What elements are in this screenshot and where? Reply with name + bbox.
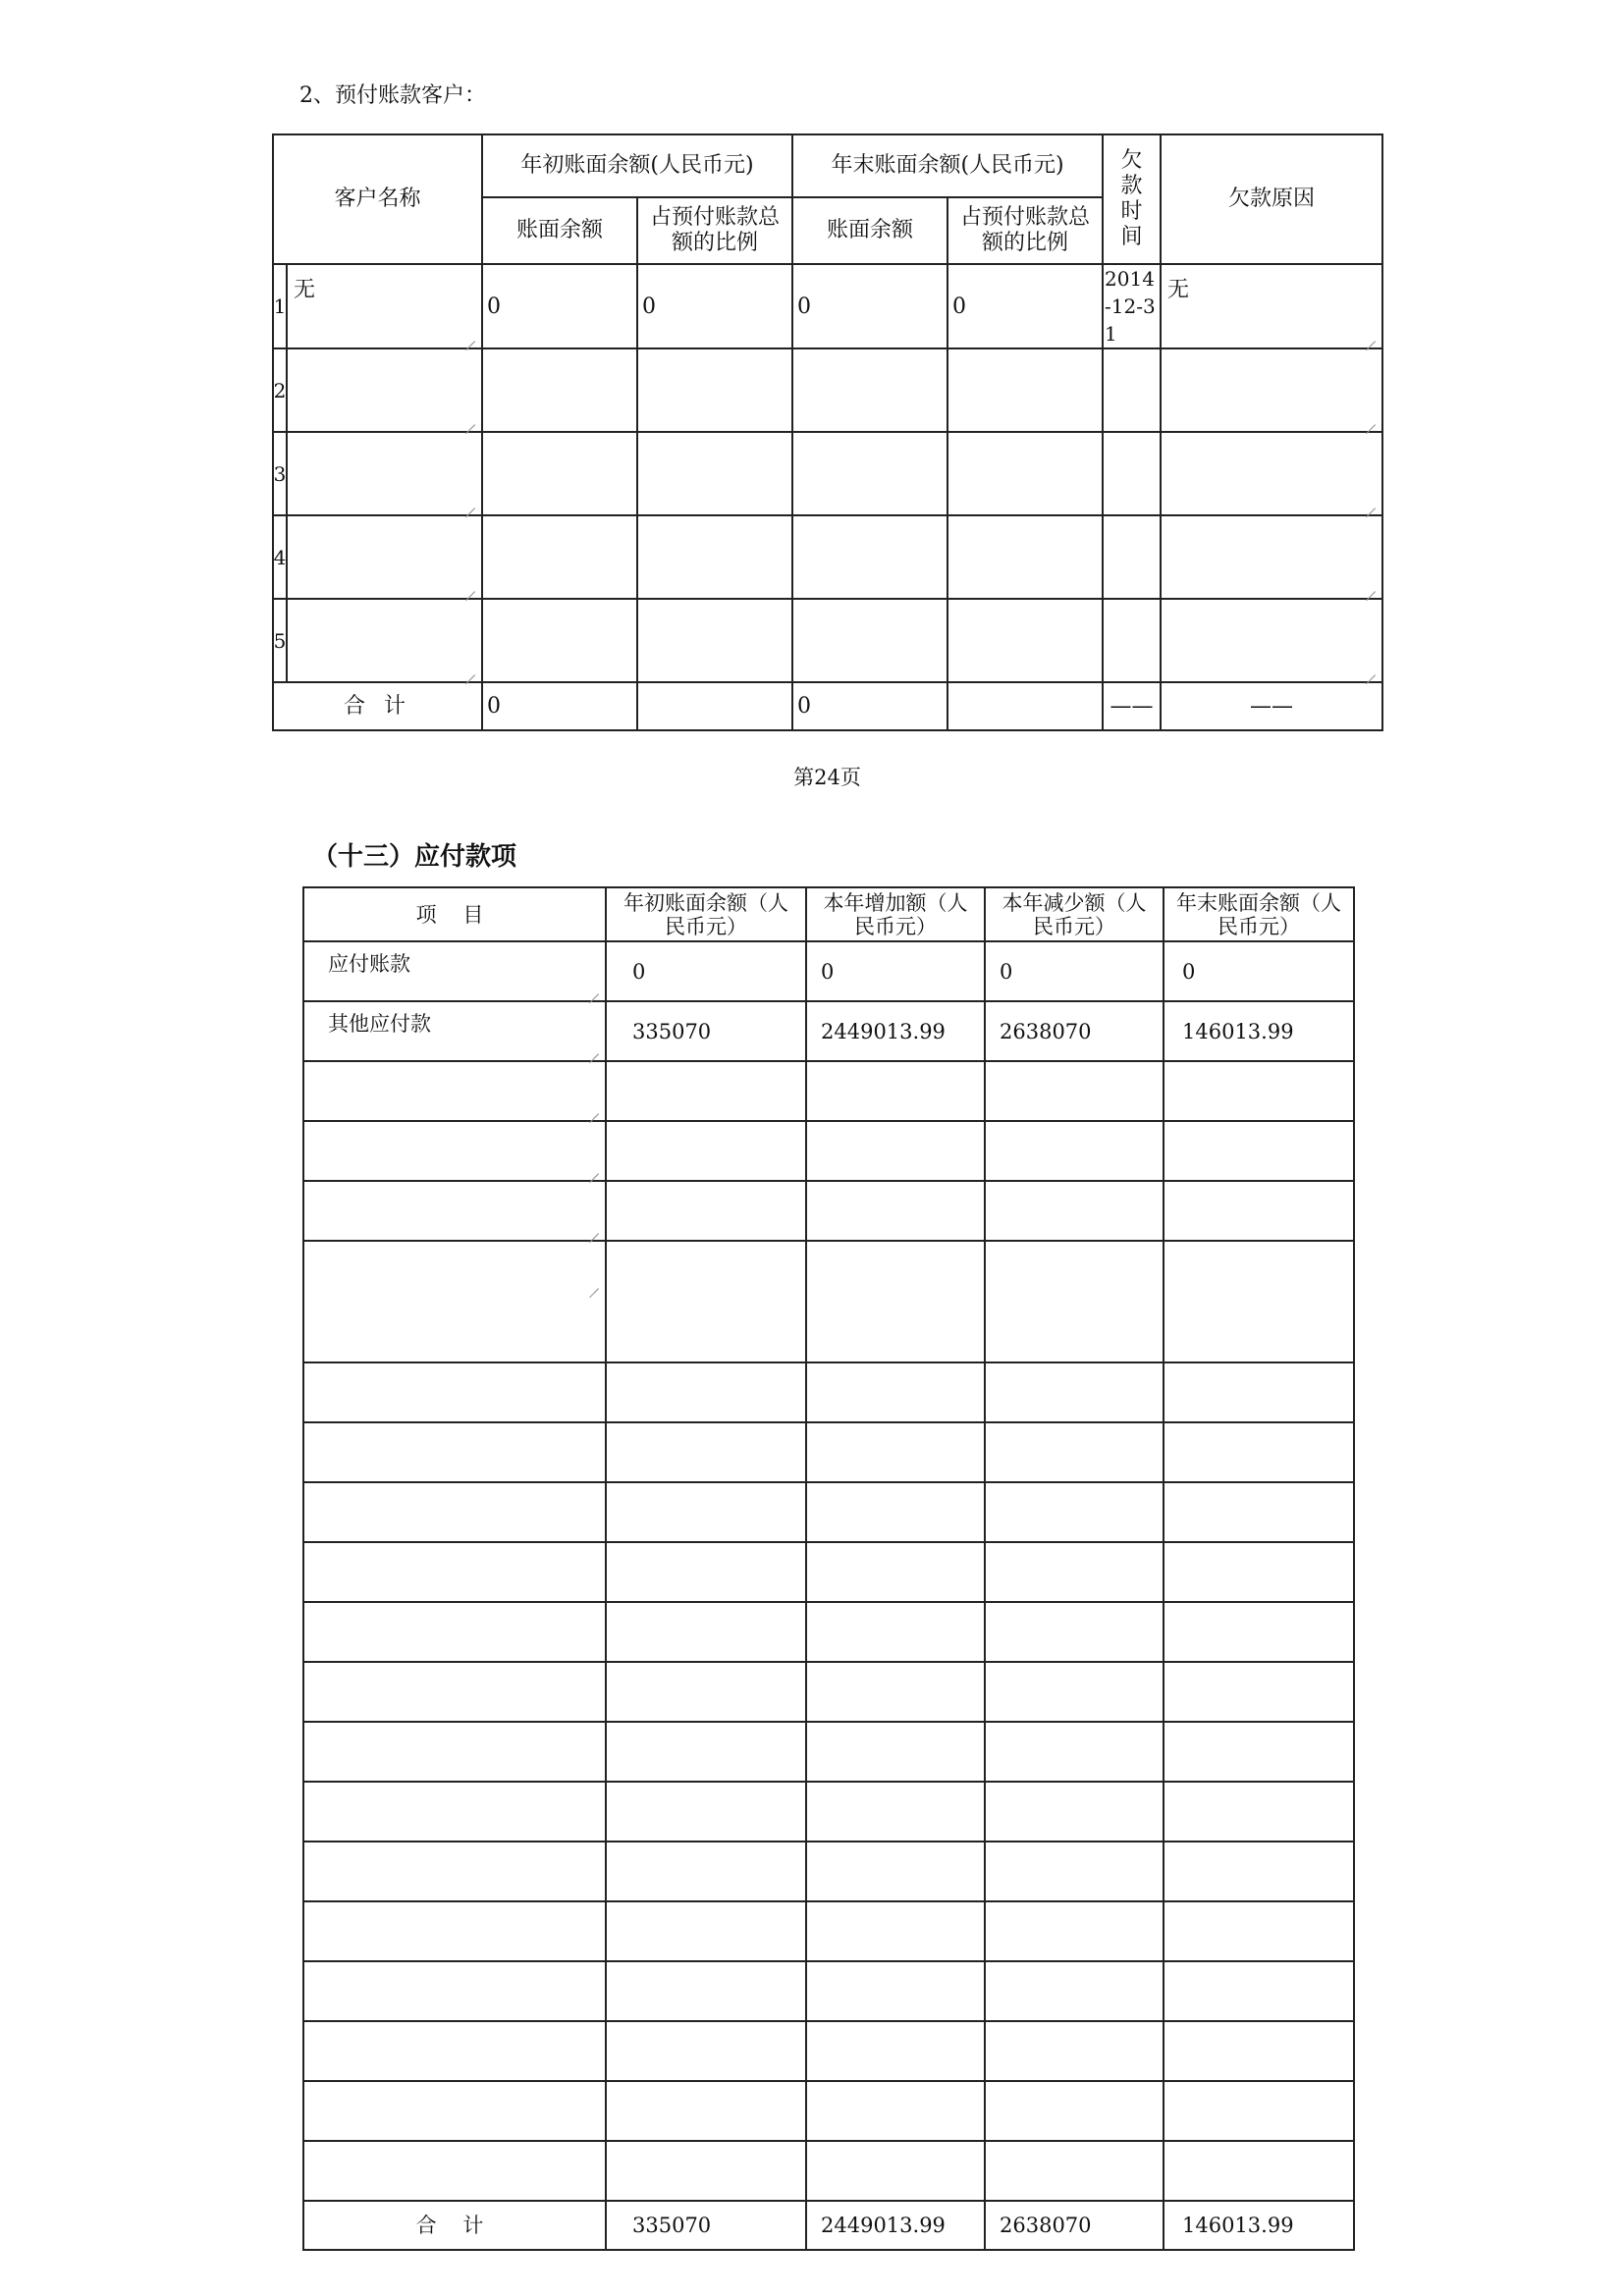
table-row xyxy=(273,515,1382,599)
decrease-cell xyxy=(985,1901,1164,1961)
debt-time-cell xyxy=(1103,348,1161,432)
header-item: 项 目 xyxy=(303,887,606,941)
decrease-cell xyxy=(985,1422,1164,1482)
total-end-balance: 0 xyxy=(792,682,947,730)
header-debt-reason: 欠款原因 xyxy=(1161,134,1382,264)
end-balance-cell xyxy=(1164,1482,1354,1542)
total-label: 合 计 xyxy=(273,682,482,730)
begin-ratio-cell xyxy=(637,515,792,599)
table-row xyxy=(303,1662,1354,1722)
end-balance-cell xyxy=(1164,1181,1354,1241)
item-cell xyxy=(303,1422,606,1482)
end-balance-cell xyxy=(1164,1061,1354,1121)
end-balance-cell xyxy=(1164,1241,1354,1362)
increase-cell xyxy=(806,1482,985,1542)
decrease-cell xyxy=(985,1542,1164,1602)
decrease-cell xyxy=(985,1842,1164,1901)
increase-cell: 0 xyxy=(806,941,985,1001)
decrease-cell xyxy=(985,1662,1164,1722)
increase-cell xyxy=(806,2081,985,2141)
end-balance-cell xyxy=(1164,1602,1354,1662)
end-balance-cell xyxy=(1164,1422,1354,1482)
decrease-cell xyxy=(985,2081,1164,2141)
table-row xyxy=(303,1722,1354,1782)
table-row xyxy=(303,1241,1354,1362)
table-row xyxy=(303,1181,1354,1241)
decrease-cell: 0 xyxy=(985,941,1164,1001)
increase-cell xyxy=(806,1542,985,1602)
item-cell xyxy=(303,1362,606,1422)
resize-handle-icon[interactable] xyxy=(1366,582,1376,592)
end-balance-cell xyxy=(1164,2141,1354,2201)
begin-balance-cell xyxy=(606,1542,806,1602)
table-row xyxy=(303,1782,1354,1842)
customer-cell xyxy=(273,599,482,682)
total-row xyxy=(273,682,1382,730)
resize-handle-icon[interactable] xyxy=(1366,415,1376,425)
begin-balance-cell xyxy=(606,1722,806,1782)
increase-cell xyxy=(806,1722,985,1782)
increase-cell xyxy=(806,1181,985,1241)
item-cell xyxy=(303,1901,606,1961)
end-balance-cell: 0 xyxy=(1164,941,1354,1001)
resize-handle-icon[interactable] xyxy=(589,1224,599,1234)
total-end-ratio xyxy=(947,682,1103,730)
customer-cell xyxy=(273,264,482,348)
begin-balance-cell xyxy=(606,1422,806,1482)
end-ratio-cell: 0 xyxy=(947,264,1103,348)
end-ratio-cell xyxy=(947,599,1103,682)
end-balance-cell xyxy=(1164,1722,1354,1782)
decrease-cell xyxy=(985,1121,1164,1181)
table-row xyxy=(303,1602,1354,1662)
table-row xyxy=(303,1422,1354,1482)
resize-handle-icon[interactable] xyxy=(465,332,475,342)
decrease-cell xyxy=(985,1722,1164,1782)
resize-handle-icon[interactable] xyxy=(465,666,475,675)
increase-cell xyxy=(806,1961,985,2021)
table-row xyxy=(303,1061,1354,1121)
end-ratio-cell xyxy=(947,348,1103,432)
total-end-balance: 146013.99 xyxy=(1164,2201,1354,2250)
decrease-cell xyxy=(985,1961,1164,2021)
begin-balance-cell xyxy=(606,1482,806,1542)
table-row xyxy=(303,1362,1354,1422)
table-row xyxy=(273,264,1382,348)
debt-time-cell xyxy=(1103,599,1161,682)
increase-cell xyxy=(806,1901,985,1961)
header-increase: 本年增加额（人民币元） xyxy=(806,887,985,941)
begin-balance-cell xyxy=(482,599,637,682)
table-row xyxy=(303,2141,1354,2201)
resize-handle-icon[interactable] xyxy=(1366,332,1376,342)
end-balance-cell xyxy=(1164,1961,1354,2021)
begin-balance-cell xyxy=(606,1602,806,1662)
header-end-balance-group: 年末账面余额(人民币元) xyxy=(792,134,1103,197)
prepaid-customers-table xyxy=(272,133,1383,731)
begin-balance-cell xyxy=(606,1241,806,1362)
resize-handle-icon[interactable] xyxy=(589,985,599,994)
begin-balance-cell xyxy=(606,1961,806,2021)
end-balance-cell xyxy=(1164,2021,1354,2081)
resize-handle-icon[interactable] xyxy=(1366,666,1376,675)
total-row xyxy=(303,2201,1354,2250)
begin-ratio-cell xyxy=(637,599,792,682)
begin-balance-cell: 335070 xyxy=(606,1001,806,1061)
header-begin-balance-group: 年初账面余额(人民币元) xyxy=(482,134,792,197)
increase-cell xyxy=(806,1662,985,1722)
item-cell xyxy=(303,1961,606,2021)
end-balance-cell xyxy=(1164,1542,1354,1602)
debt-reason-field[interactable] xyxy=(1161,432,1382,515)
decrease-cell xyxy=(985,1602,1164,1662)
item-cell xyxy=(303,2021,606,2081)
increase-cell xyxy=(806,1782,985,1842)
item-field[interactable]: 应付账款 xyxy=(303,941,606,1001)
debt-reason-field[interactable] xyxy=(1161,599,1382,682)
begin-balance-cell xyxy=(606,1181,806,1241)
header-decrease: 本年减少额（人民币元） xyxy=(985,887,1164,941)
item-cell xyxy=(303,1662,606,1722)
begin-balance-cell xyxy=(606,2081,806,2141)
debt-time-cell xyxy=(1103,515,1161,599)
decrease-cell xyxy=(985,1241,1164,1362)
item-cell xyxy=(303,1602,606,1662)
end-balance-cell xyxy=(1164,1782,1354,1842)
end-balance-cell xyxy=(1164,1121,1354,1181)
end-balance-cell xyxy=(792,599,947,682)
begin-balance-cell xyxy=(606,1121,806,1181)
increase-cell xyxy=(806,1121,985,1181)
decrease-cell: 2638070 xyxy=(985,1001,1164,1061)
item-field[interactable] xyxy=(303,1181,606,1241)
total-decrease: 2638070 xyxy=(985,2201,1164,2250)
increase-cell xyxy=(806,1602,985,1662)
end-balance-cell: 0 xyxy=(792,264,947,348)
customer-name-field[interactable]: 无 xyxy=(288,265,481,347)
debt-reason-field[interactable] xyxy=(1161,348,1382,432)
debt-reason-field[interactable]: 无 xyxy=(1161,264,1382,348)
item-field[interactable] xyxy=(303,1061,606,1121)
begin-balance-cell xyxy=(482,515,637,599)
debt-reason-field[interactable] xyxy=(1161,515,1382,599)
header-end-book-balance: 账面余额 xyxy=(792,197,947,264)
begin-balance-cell xyxy=(482,348,637,432)
end-balance-cell xyxy=(1164,1842,1354,1901)
table-row xyxy=(303,1121,1354,1181)
table-row xyxy=(273,432,1382,515)
item-cell xyxy=(303,1722,606,1782)
decrease-cell xyxy=(985,2021,1164,2081)
decrease-cell xyxy=(985,1362,1164,1422)
customer-name-field[interactable] xyxy=(288,516,481,598)
end-balance-cell xyxy=(1164,1901,1354,1961)
end-balance-cell xyxy=(1164,1362,1354,1422)
begin-balance-cell xyxy=(606,1061,806,1121)
resize-handle-icon[interactable] xyxy=(465,415,475,425)
decrease-cell xyxy=(985,1782,1164,1842)
table-row xyxy=(303,1001,1354,1061)
begin-balance-cell: 0 xyxy=(606,941,806,1001)
header-begin-book-balance: 账面余额 xyxy=(482,197,637,264)
table-row xyxy=(303,1961,1354,2021)
customer-name-field[interactable] xyxy=(288,433,481,514)
total-debt-reason: —— xyxy=(1161,682,1382,730)
item-field[interactable]: 其他应付款 xyxy=(303,1001,606,1061)
row-number: 3 xyxy=(274,433,288,514)
begin-ratio-cell xyxy=(637,432,792,515)
item-cell xyxy=(303,1782,606,1842)
begin-balance-cell xyxy=(482,432,637,515)
begin-balance-cell xyxy=(606,1842,806,1901)
increase-cell xyxy=(806,1241,985,1362)
increase-cell: 2449013.99 xyxy=(806,1001,985,1061)
begin-balance-cell: 0 xyxy=(482,264,637,348)
end-balance-cell xyxy=(792,348,947,432)
table-row xyxy=(303,1842,1354,1901)
increase-cell xyxy=(806,1422,985,1482)
item-cell xyxy=(303,1542,606,1602)
begin-ratio-cell: 0 xyxy=(637,264,792,348)
header-end-balance: 年末账面余额（人民币元） xyxy=(1164,887,1354,941)
row-number: 2 xyxy=(274,349,288,431)
item-cell xyxy=(303,1482,606,1542)
item-field[interactable] xyxy=(303,1241,606,1362)
table-row xyxy=(303,1542,1354,1602)
decrease-cell xyxy=(985,1061,1164,1121)
begin-balance-cell xyxy=(606,2021,806,2081)
row-number: 5 xyxy=(274,600,288,681)
end-ratio-cell xyxy=(947,515,1103,599)
customer-name-field[interactable] xyxy=(288,349,481,431)
resize-handle-icon[interactable] xyxy=(465,582,475,592)
resize-handle-icon[interactable] xyxy=(589,1164,599,1174)
total-increase: 2449013.99 xyxy=(806,2201,985,2250)
resize-handle-icon[interactable] xyxy=(465,499,475,508)
table-row xyxy=(303,2021,1354,2081)
header-customer-name: 客户名称 xyxy=(273,134,482,264)
end-balance-cell: 146013.99 xyxy=(1164,1001,1354,1061)
total-debt-time: —— xyxy=(1103,682,1161,730)
item-field[interactable] xyxy=(303,1121,606,1181)
row-number: 1 xyxy=(274,265,288,347)
end-balance-cell xyxy=(1164,1662,1354,1722)
header-debt-time: 欠款时间 xyxy=(1103,134,1161,264)
table-row xyxy=(273,348,1382,432)
row-number: 4 xyxy=(274,516,288,598)
decrease-cell xyxy=(985,1482,1164,1542)
increase-cell xyxy=(806,1362,985,1422)
end-balance-cell xyxy=(792,432,947,515)
resize-handle-icon[interactable] xyxy=(1366,499,1376,508)
increase-cell xyxy=(806,2021,985,2081)
begin-balance-cell xyxy=(606,1662,806,1722)
total-begin-ratio xyxy=(637,682,792,730)
page-number: 第24页 xyxy=(793,766,861,789)
item-cell xyxy=(303,2141,606,2201)
header-end-ratio: 占预付账款总额的比例 xyxy=(947,197,1103,264)
header-begin-ratio: 占预付账款总额的比例 xyxy=(637,197,792,264)
increase-cell xyxy=(806,1842,985,1901)
decrease-cell xyxy=(985,2141,1164,2201)
total-label: 合 计 xyxy=(303,2201,606,2250)
customer-cell xyxy=(273,432,482,515)
item-cell xyxy=(303,1842,606,1901)
increase-cell xyxy=(806,2141,985,2201)
increase-cell xyxy=(806,1061,985,1121)
begin-balance-cell xyxy=(606,1901,806,1961)
table-row xyxy=(303,941,1354,1001)
debt-time-cell xyxy=(1103,432,1161,515)
begin-balance-cell xyxy=(606,2141,806,2201)
item-cell xyxy=(303,2081,606,2141)
resize-handle-icon[interactable] xyxy=(589,1104,599,1114)
resize-handle-icon[interactable] xyxy=(589,1044,599,1054)
end-ratio-cell xyxy=(947,432,1103,515)
customer-name-field[interactable] xyxy=(288,600,481,681)
header-begin-balance: 年初账面余额（人民币元） xyxy=(606,887,806,941)
resize-handle-icon[interactable] xyxy=(589,1279,599,1289)
table-row xyxy=(303,2081,1354,2141)
section1-heading: 2、预付账款客户： xyxy=(299,83,486,108)
table-row xyxy=(303,1901,1354,1961)
end-balance-cell xyxy=(1164,2081,1354,2141)
total-begin-balance: 0 xyxy=(482,682,637,730)
total-begin-balance: 335070 xyxy=(606,2201,806,2250)
table-row xyxy=(273,599,1382,682)
debt-time-cell: 2014-12-31 xyxy=(1103,264,1161,348)
decrease-cell xyxy=(985,1181,1164,1241)
begin-balance-cell xyxy=(606,1362,806,1422)
table-row xyxy=(303,1482,1354,1542)
begin-ratio-cell xyxy=(637,348,792,432)
customer-cell xyxy=(273,348,482,432)
end-balance-cell xyxy=(792,515,947,599)
customer-cell xyxy=(273,515,482,599)
begin-balance-cell xyxy=(606,1782,806,1842)
section2-heading: （十三）应付款项 xyxy=(312,842,517,872)
payables-table xyxy=(302,886,1355,2251)
